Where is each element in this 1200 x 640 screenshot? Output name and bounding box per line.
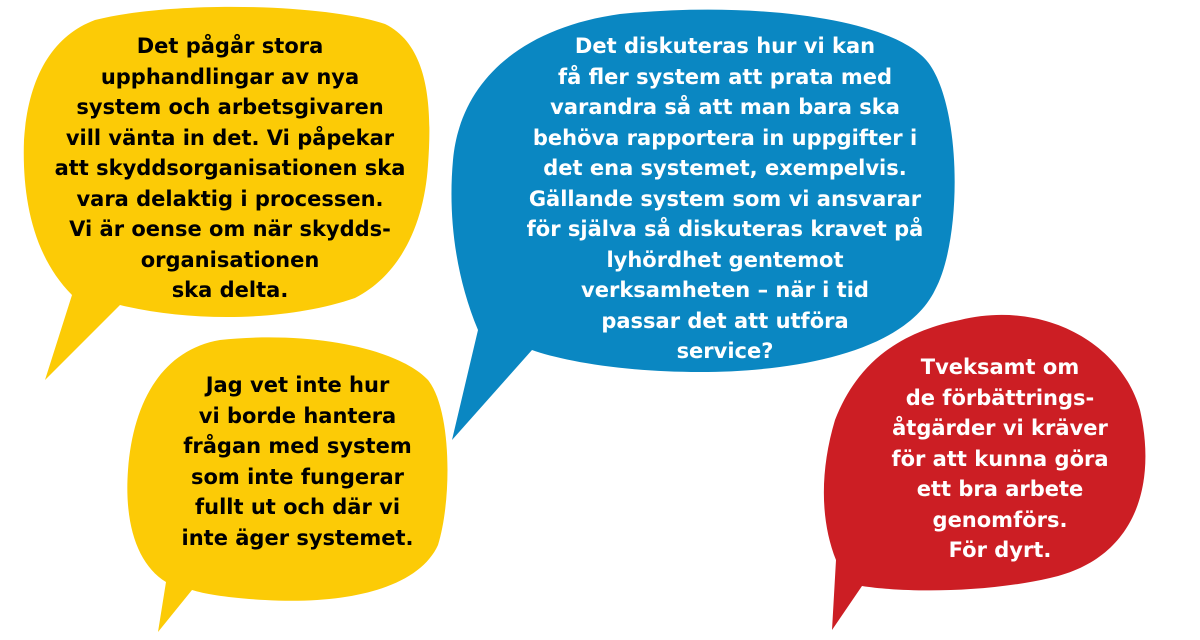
bubble-text-bottom-left: Jag vet inte hur vi borde hantera frågan med system som inte fungerar fullt ut och där vi inte äger systemet. <box>181 373 414 550</box>
bubble-text-bottom-right: Tveksamt om de förbättrings- åtgärder vi kräver för att kunna göra ett bra arbete genomförs. För dyrt. <box>891 355 1109 562</box>
bubble-text-top-left: Det pågår stora upphandlingar av nya system och arbetsgivaren vill vänta in det. Vi påpekar att skyddsorganisationen ska vara delaktig i processen. Vi är oense om när skydds- organisationen ska delta. <box>54 34 406 302</box>
bubble-text-center: Det diskuteras hur vi kan få fler system att prata med varandra så att man bara ska behöva rapportera in uppgifter i det ena systemet, exempelvis. Gällande system som vi ansvarar för själva så diskuteras kravet på lyhördhet gentemot verksamheten – när i tid passar det att utföra service? <box>526 34 924 363</box>
